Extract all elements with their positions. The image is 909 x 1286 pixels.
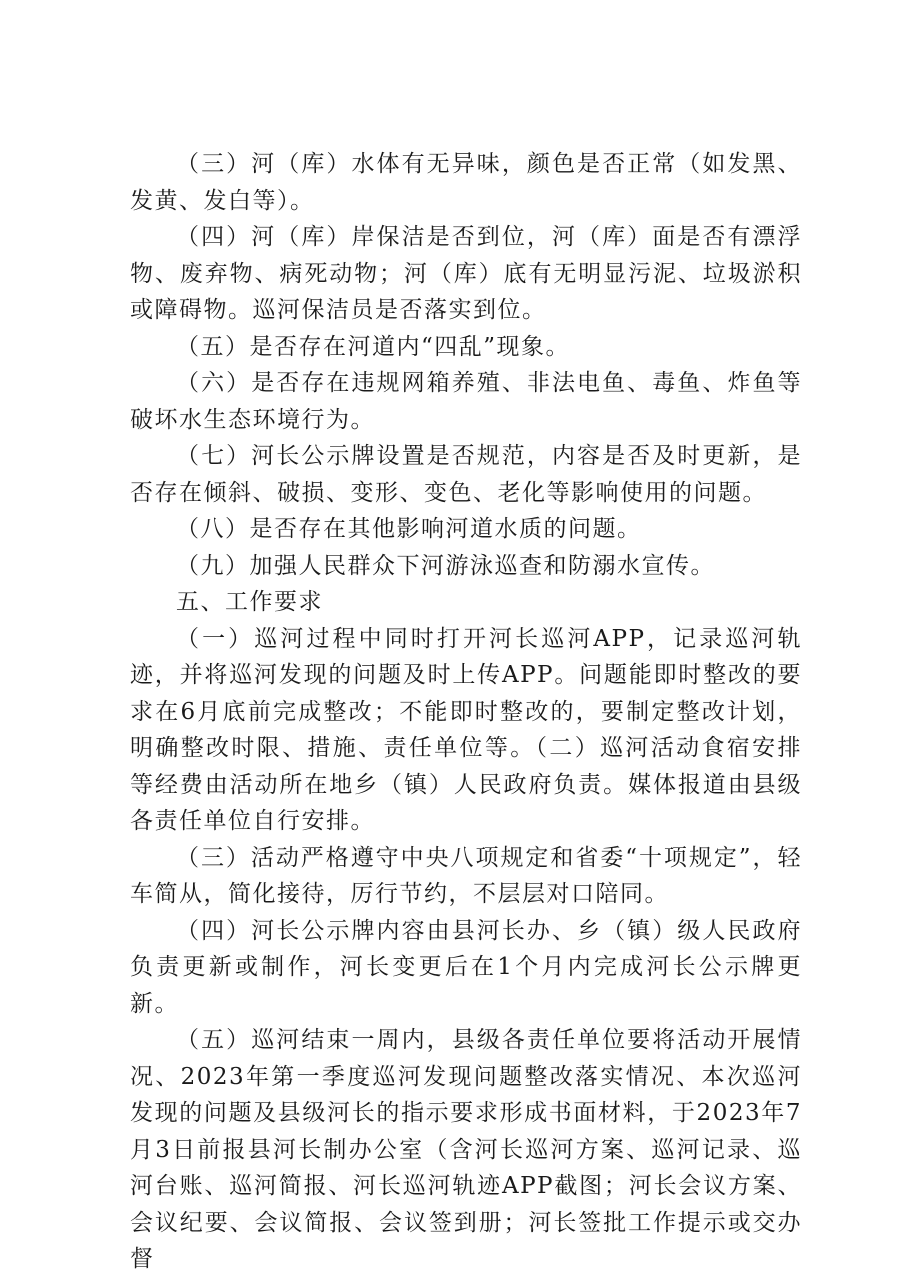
- requirement-item-1: （一）巡河过程中同时打开河长巡河APP，记录巡河轨迹，并将巡河发现的问题及时上传APP。问题能即时整改的要求在6月底前完成整改；不能即时整改的，要制定整改计划，明确整改时限、措施、责任单位等。（二）巡河活动食宿安排等经费由活动所在地乡（镇）人民政府负责。媒体报道由县级各责任单位自行安排。: [130, 625, 802, 834]
- document-body: [130, 146, 802, 1278]
- requirement-item-3: （三）活动严格遵守中央八项规定和省委“十项规定”，轻车简从，简化接待，厉行节约，不层层对口陪同。: [130, 844, 802, 907]
- section-heading: 五、工作要求: [176, 589, 323, 615]
- paragraph-item-4: （四）河（库）岸保洁是否到位，河（库）面是否有漂浮物、废弃物、病死动物；河（库）底有无明显污泥、垃圾淤积或障碍物。巡河保洁员是否落实到位。: [130, 224, 802, 323]
- requirement-item-4: （四）河长公示牌内容由县河长办、乡（镇）级人民政府负责更新或制作，河长变更后在1个月内完成河长公示牌更新。: [130, 917, 802, 1017]
- requirement-item-5: （五）巡河结束一周内，县级各责任单位要将活动开展情况、2023年第一季度巡河发现问题整改落实情况、本次巡河发现的问题及县级河长的指示要求形成书面材料，于2023年7月3日前报县河长制办公室（含河长巡河方案、巡河记录、巡河台账、巡河简报、河长巡河轨迹APP截图；河长会议方案、会议纪要、会议简报、会议签到册；河长签批工作提示或交办督: [130, 1027, 802, 1272]
- paragraph-item-7: （七）河长公示牌设置是否规范，内容是否及时更新，是否存在倾斜、破损、变形、变色、老化等影响使用的问题。: [130, 443, 802, 506]
- paragraph-item-3: （三）河（库）水体有无异味，颜色是否正常（如发黑、发黄、发白等）。: [130, 151, 802, 214]
- paragraph-item-9: （九）加强人民群众下河游泳巡查和防溺水宣传。: [176, 552, 715, 579]
- paragraph-item-6: （六）是否存在违规网箱养殖、非法电鱼、毒鱼、炸鱼等破坏水生态环境行为。: [130, 370, 802, 433]
- paragraph-item-5: （五）是否存在河道内“四乱”现象。: [176, 333, 571, 360]
- paragraph-item-8: （八）是否存在其他影响河道水质的问题。: [176, 516, 642, 542]
